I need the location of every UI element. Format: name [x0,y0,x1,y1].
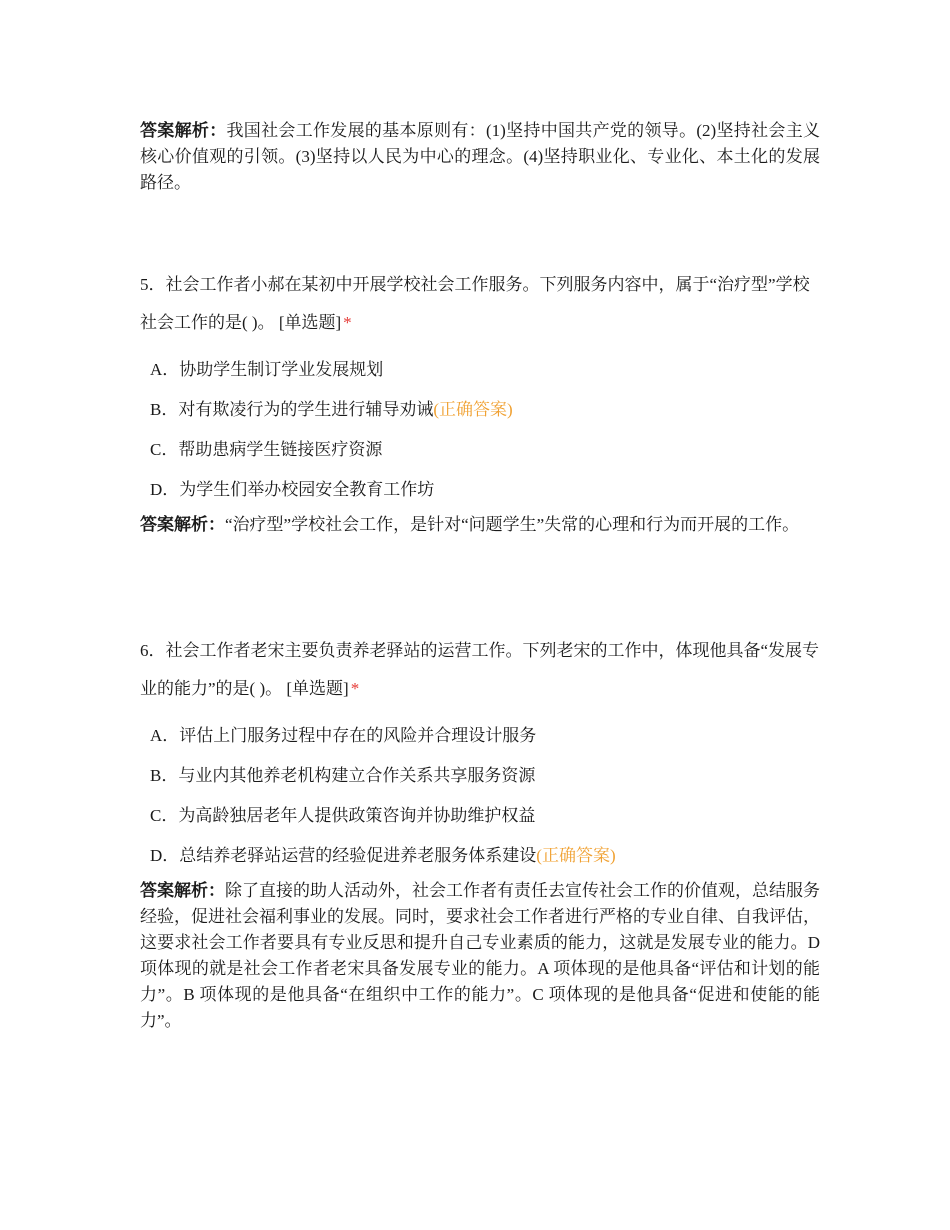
question-5-block [140,266,820,538]
option-a[interactable] [140,350,820,390]
option-c[interactable] [140,796,820,836]
option-text: D．为学生们举办校园安全教育工作坊 [150,480,435,499]
answer-analysis [140,878,820,1034]
option-text: B．对有欺凌行为的学生进行辅导劝诫 [150,400,434,419]
question-5-options [140,350,820,510]
option-text: B．与业内其他养老机构建立合作关系共享服务资源 [150,766,536,785]
question-6-options [140,716,820,876]
option-text: A．协助学生制订学业发展规划 [150,360,384,379]
analysis-label: 答案解析： [140,881,225,900]
q4-analysis-block [140,118,820,196]
question-5-text [140,266,820,342]
option-text: C．帮助患病学生链接医疗资源 [150,440,383,459]
option-c[interactable] [140,430,820,470]
question-stem: 6．社会工作者老宋主要负责养老驿站的运营工作。下列老宋的工作中，体现他具备“发展专业的能力”的是( )。 [单选题] [140,641,820,698]
option-b[interactable] [140,756,820,796]
option-text: C．为高龄独居老年人提供政策咨询并协助维护权益 [150,806,536,825]
option-text: A．评估上门服务过程中存在的风险并合理设计服务 [150,726,537,745]
required-mark: * [350,679,360,698]
question-6-block [140,632,820,1034]
analysis-text: “治疗型”学校社会工作，是针对“问题学生”失常的心理和行为而开展的工作。 [225,515,800,534]
option-text: D．总结养老驿站运营的经验促进养老服务体系建设 [150,846,537,865]
option-d[interactable] [140,836,820,876]
option-a[interactable] [140,716,820,756]
answer-analysis [140,118,820,196]
analysis-label: 答案解析： [140,515,225,534]
analysis-text: 我国社会工作发展的基本原则有：(1)坚持中国共产党的领导。(2)坚持社会主义核心价值观的引领。(3)坚持以人民为中心的理念。(4)坚持职业化、专业化、本土化的发展路径。 [140,121,820,192]
question-6-text [140,632,820,708]
option-b[interactable] [140,390,820,430]
analysis-text: 除了直接的助人活动外，社会工作者有责任去宣传社会工作的价值观，总结服务经验，促进社会福利事业的发展。同时，要求社会工作者进行严格的专业自律、自我评估，这要求社会工作者要具有专业反思和提升自己专业素质的能力，这就是发展专业的能力。D 项体现的就是社会工作者老宋具备发展专业的能力。A 项体现的是他具备“评估和计划的能力”。B 项体现的是他具备“在组织中工作的能力”。C 项体现的是他具备“促进和使能的能力”。 [140,881,820,1030]
question-stem: 5．社会工作者小郝在某初中开展学校社会工作服务。下列服务内容中，属于“治疗型”学校社会工作的是( )。 [单选题] [140,275,810,332]
required-mark: * [343,313,352,332]
answer-analysis [140,512,820,538]
correct-answer-label: (正确答案) [433,400,513,419]
analysis-label: 答案解析： [140,121,227,140]
correct-answer-label: (正确答案) [536,846,616,865]
option-d[interactable] [140,470,820,510]
